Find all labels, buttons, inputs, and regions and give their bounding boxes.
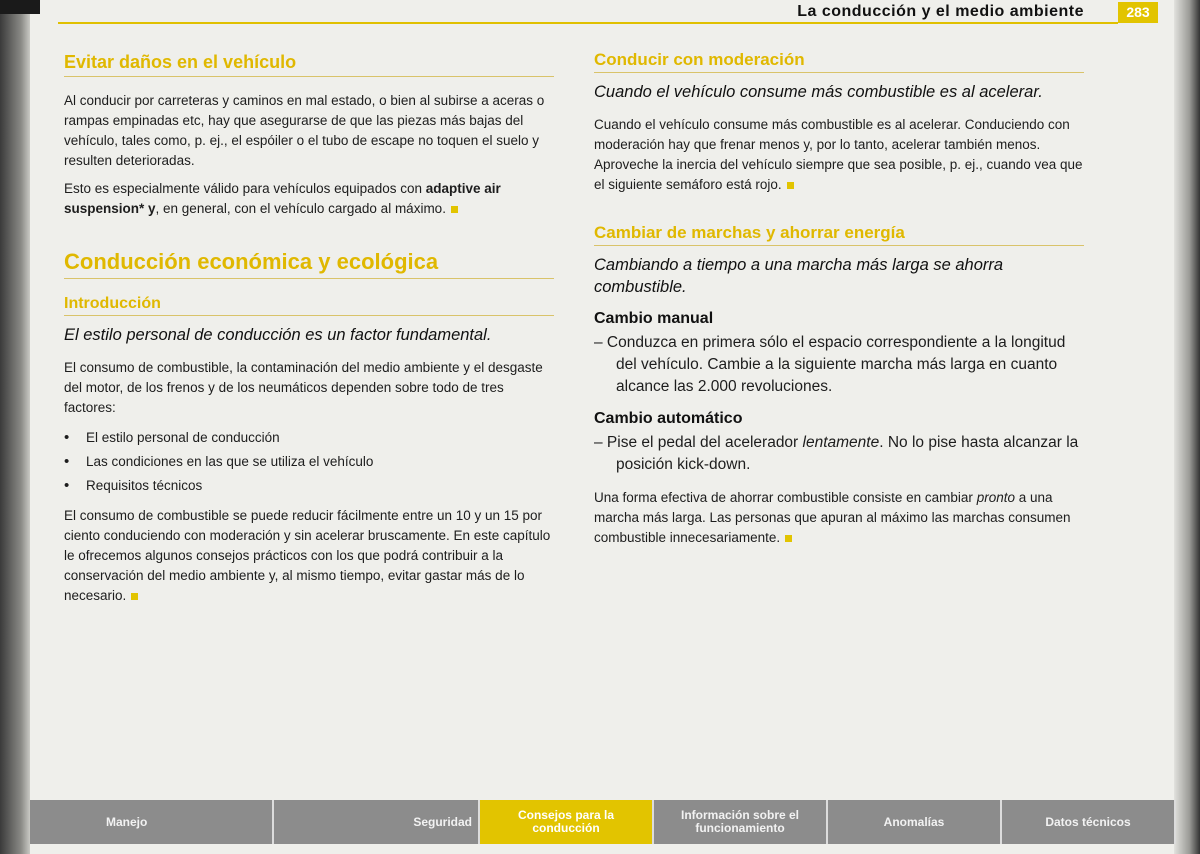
text-span: , en general, con el vehículo cargado al máximo.	[155, 201, 446, 216]
tab-informacion-funcionamiento[interactable]: Información sobre el funcionamiento	[654, 800, 828, 844]
factor-list	[64, 426, 554, 498]
end-marker-icon	[787, 182, 794, 189]
tab-datos-tecnicos[interactable]: Datos técnicos	[1002, 800, 1176, 844]
text-span: Una forma efectiva de ahorrar combustible consiste en cambiar	[594, 490, 977, 505]
end-marker-icon	[785, 535, 792, 542]
text-span: El consumo de combustible se puede reducir fácilmente entre un 10 y un 15 por ciento conduciendo con moderación y sin acelerar bruscamente. En este capítulo le ofrecemos algunos consejos prácticos con los que podrá contribuir a la conservación del medio ambiente y, al mismo tiempo, evitar gastar más de lo necesario.	[64, 508, 551, 603]
page-binding-shadow	[0, 0, 30, 854]
end-marker-icon	[131, 593, 138, 600]
paragraph	[594, 488, 1084, 548]
paragraph	[64, 506, 554, 606]
italic-text: lentamente	[802, 434, 880, 451]
lead-text: Cambiando a tiempo a una marcha más larga se ahorra combustible.	[594, 256, 1004, 296]
text-span: . No lo pise hasta alcanzar la posición kick-down.	[616, 434, 1079, 473]
end-marker-icon	[451, 206, 458, 213]
text-span: Esto es especialmente válido para vehículos equipados con	[64, 181, 426, 196]
paragraph	[594, 115, 1084, 195]
paragraph	[64, 179, 554, 219]
text-span: – Pise el pedal del acelerador	[594, 434, 803, 451]
italic-text: pronto	[976, 490, 1015, 505]
instruction-item: – Conduzca en primera sólo el espacio correspondiente a la longitud del vehículo. Cambie a la siguiente marcha más larga en cuanto alcance las 2.000 revoluciones.	[594, 334, 1066, 395]
lead-text: Cuando el vehículo consume más combustible es al acelerar.	[594, 83, 1043, 101]
bold-text: adaptive air suspension* y	[64, 181, 501, 216]
section-heading-gear-change: Cambiar de marchas y ahorrar energía	[594, 219, 1084, 246]
subsection-heading-intro: Introducción	[64, 291, 554, 316]
chapter-tabs	[30, 800, 1176, 844]
list-item: • Requisitos técnicos	[64, 474, 554, 498]
paragraph: Al conducir por carreteras y caminos en mal estado, o bien al subirse a aceras o rampas empinadas etc, hay que asegurarse de que las piezas más bajas del vehículo, tales como, p. ej., el espóiler o el tubo de escape no toquen el suelo y resulten deterioradas.	[64, 93, 545, 168]
tab-anomalias[interactable]: Anomalías	[828, 800, 1002, 844]
list-item: • El estilo personal de conducción	[64, 426, 554, 450]
automatic-gearbox-heading: Cambio automático	[594, 410, 743, 427]
page-header-title: La conducción y el medio ambiente	[797, 3, 1084, 20]
section-heading-avoid-damage: Evitar daños en el vehículo	[64, 46, 554, 77]
page-edge	[1174, 0, 1200, 854]
manual-gearbox-heading: Cambio manual	[594, 310, 714, 327]
text-span: Cuando el vehículo consume más combustible es al acelerar. Conduciendo con moderación hay que frenar menos y, por lo tanto, acelerar también menos. Aproveche la inercia del vehículo siempre que sea posible, p. ej., cuando vea que el siguiente semáforo está rojo.	[594, 117, 1083, 192]
page-corner	[0, 0, 40, 14]
section-heading-moderate-driving: Conducir con moderación	[594, 46, 1084, 73]
left-column	[64, 46, 554, 614]
page-number: 283	[1118, 2, 1158, 23]
text-span: a una marcha más larga. Las personas que apuran al máximo las marchas consumen combustible innecesariamente.	[594, 490, 1071, 545]
lead-text: El estilo personal de conducción es un factor fundamental.	[64, 326, 492, 344]
list-item: • Las condiciones en las que se utiliza el vehículo	[64, 450, 554, 474]
right-column	[594, 46, 1084, 556]
paragraph: El consumo de combustible, la contaminación del medio ambiente y el desgaste del motor, de los frenos y de los neumáticos dependen sobre todo de tres factores:	[64, 360, 543, 415]
tab-manejo[interactable]: Manejo	[30, 800, 274, 844]
section-heading-eco-driving: Conducción económica y ecológica	[64, 245, 554, 279]
tab-consejos-conduccion[interactable]: Consejos para la conducción	[480, 800, 654, 844]
header-rule	[58, 22, 1118, 24]
instruction-item	[594, 432, 1084, 476]
tab-seguridad[interactable]: Seguridad	[274, 800, 480, 844]
